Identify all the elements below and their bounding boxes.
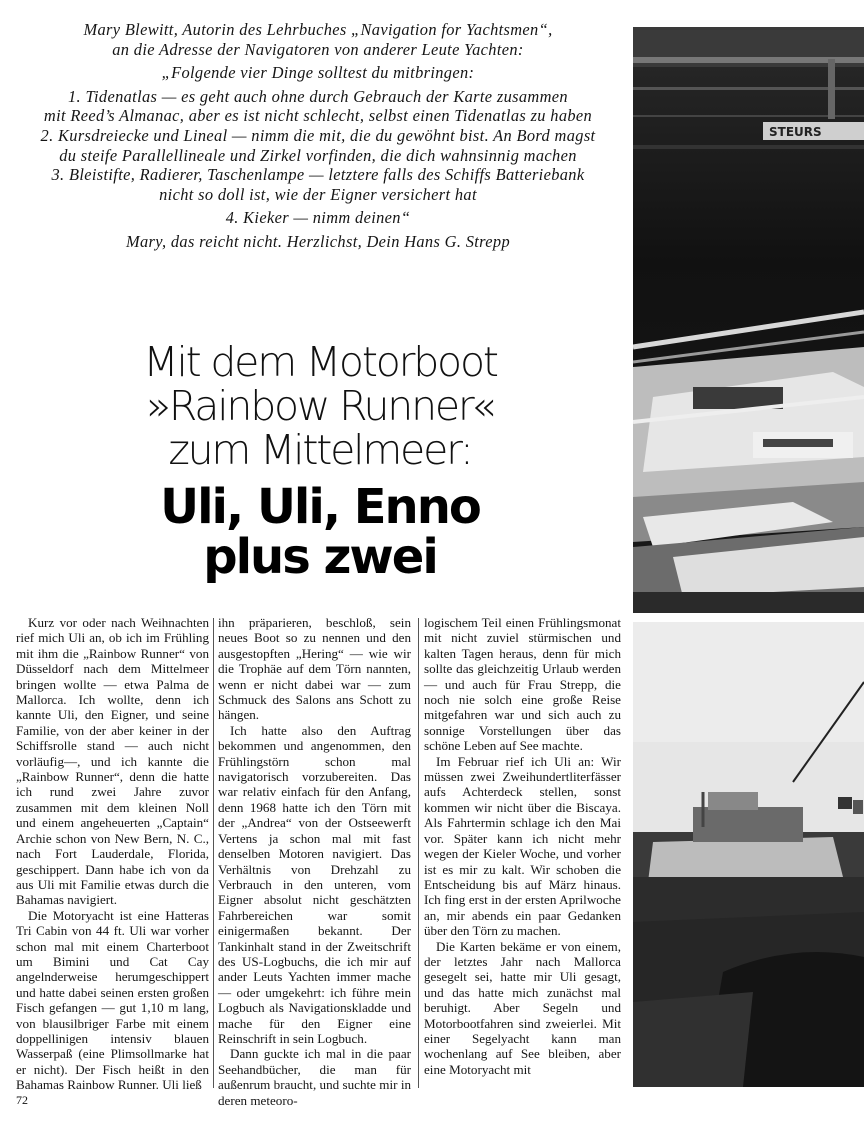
quote-line: 2. Kursdreiecke und Lineal — nimm die mit, die du gewöhnt bist. An Bord magst bbox=[40, 125, 596, 145]
quote-line: mit Reed’s Almanac, aber es ist nicht schlecht, selbst einen Tidenatlas zu haben bbox=[43, 106, 593, 126]
headline-title bbox=[120, 340, 520, 472]
headline-line: »Rainbow Runner« bbox=[146, 382, 494, 430]
quote-line: Mary Blewitt, Autorin des Lehrbuches „Navigation for Yachtsmen“, bbox=[83, 20, 553, 39]
headline-line: Mit dem Motorboot bbox=[143, 338, 497, 386]
quote-line: 1. Tidenatlas — es geht auch ohne durch Gebrauch der Karte zusammen bbox=[68, 86, 568, 106]
page-number: 72 bbox=[16, 1093, 28, 1107]
article-column-2 bbox=[218, 615, 411, 1108]
column-divider bbox=[418, 618, 419, 1088]
quote-line: an die Adresse der Navigatoren von anderer Leute Yachten: bbox=[112, 39, 524, 59]
quote-line: 4. Kieker — nimm deinen“ bbox=[225, 208, 411, 228]
paragraph: Im Februar rief ich Uli an: Wir müssen zwei Zweihundertliterfässer aufs Achterdeck stellen, sonst kommen wir nicht über die Biscaya. Als Fahrtermin schlage ich den Mai vor. Später kann ich nicht mehr wegen der Kieler Woche, und vorher ist es mir zu kalt. Wir schoben die Entscheidung bis auf März hinaus. Ich fing erst in der ersten Aprilwoche an, mir abends ein paar Gedanken über den Törn zu machen. bbox=[424, 753, 621, 939]
quote-line: nicht so doll ist, wie der Eigner versichert hat bbox=[159, 184, 477, 204]
headline-subtitle bbox=[120, 479, 520, 585]
sea-photo bbox=[633, 622, 864, 1087]
paragraph: Kurz vor oder nach Weihnachten rief mich Uli an, ob ich im Frühling mit ihm die „Rainbow Runner“ von Düsseldorf nach dem Mittelmeer bringen wollte — etwa Palma de Mallorca. Ich wollte, denn ich kannte Uli, den Eigner, und seine Familie, von der aber keiner in der Schiffsrolle stand — auch nicht vorläufig—, und ich kannte die „Rainbow Runner“, denn die hatte ich rund zwei Jahre zuvor zusammen mit dem kleinen Noll und einem angeheuerten „Captain“ Archie schon von New Bern, N. C., nach Fort Lauderdale, Florida, geschippert. Dann habe ich von da aus Uli mit Familie etwas durch die Bahamas navigiert. bbox=[16, 615, 209, 908]
epigraph-quote bbox=[14, 20, 622, 252]
quote-signature: Mary, das reicht nicht. Herzlichst, Dein Hans G. Strepp bbox=[125, 231, 511, 251]
paragraph: Die Karten bekäme er von einem, der letztes Jahr nach Mallorca gesegelt sei, hatte mir Uli gesagt, und das hatte mich zunächst mal beruhigt. Aber Segeln und Motorbootfahren sind zweierlei. Mit einer Segelyacht kann man wochenlang auf See bleiben, aber eine Motoryacht mit bbox=[424, 938, 621, 1077]
article-column-1 bbox=[16, 615, 209, 1093]
quote-line: „Folgende vier Dinge solltest du mitbringen: bbox=[161, 63, 475, 83]
headline-bold-line: plus zwei bbox=[203, 529, 437, 585]
column-divider bbox=[213, 618, 214, 1088]
quote-line: du steife Parallellineale und Zirkel vorfinden, die dich wahnsinnig machen bbox=[59, 145, 577, 165]
paragraph: Dann guckte ich mal in die paar Seehandbücher, die man für außenrum braucht, und suchte mir in deren meteoro- bbox=[218, 1046, 411, 1108]
quote-line: 3. Bleistifte, Radierer, Taschenlampe — letztere falls des Schiffs Batteriebank bbox=[51, 165, 585, 185]
headline-line: zum Mittelmeer: bbox=[168, 426, 472, 474]
paragraph: Die Motoryacht ist eine Hatteras Tri Cabin von 44 ft. Uli war vorher schon mal mit einem Charterboot um Bimini und Cat Cay angelnderweise herumgeschippert und hatte dabei seinen ersten großen Fisch gefangen — gut 1,10 m lang, von blausilbriger Farbe mit einem doppellinigen intensiv blauen Wasserpaß (eine Plimsollmarke hat er nicht). Der Fisch heißt in den Bahamas Rainbow Runner. Uli ließ bbox=[16, 907, 209, 1093]
paragraph: Ich hatte also den Auftrag bekommen und angenommen, den Frühlingstörn schon mal navigatorisch vorzubereiten. Das war relativ einfach für den Anfang, denn 1968 hatte ich den Törn mit der „Andrea“ von der Ostseewerft Vertens ja schon mal mit fast denselben Motoren navigiert. Das Verhältnis von Drehzahl zu Verbrauch in den unteren, vom Eigner absolut nicht geschätzten Fahrbereichen war somit einigermaßen bekannt. Der Tankinhalt stand in der Zweitschrift des US-Logbuchs, die ich mir auf ander Leuts Yachten immer mache — oder umgekehrt: ich führe mein Logbuch als Navigationskladde und mache für den Eigner eine Reinschrift in sein Logbuch. bbox=[218, 722, 411, 1046]
headline-bold-line: Uli, Uli, Enno bbox=[160, 479, 480, 535]
article-column-3 bbox=[424, 615, 621, 1077]
paragraph: logischem Teil einen Frühlingsmonat mit nicht zuviel stürmischen und kalten Tagen heraus, denn für mich sollte das gleichzeitig Urlaub werden — und auch für Frau Strepp, die noch nie solch eine große Reise mitgefahren war und sich auch zu sonnige Vorstellungen über das schöne Leben auf See machte. bbox=[424, 615, 621, 754]
harbor-photo bbox=[633, 27, 864, 613]
paragraph: ihn präparieren, beschloß, sein neues Boot so zu nennen und den ausgestopften „Hering“ — wie wir die Trophäe auf dem Törn nannten, wenn er nicht dabei war — zum Schmuck des Salons ans Schott zu hängen. bbox=[218, 615, 411, 723]
harbor-sign-text: STEURS bbox=[769, 125, 822, 139]
